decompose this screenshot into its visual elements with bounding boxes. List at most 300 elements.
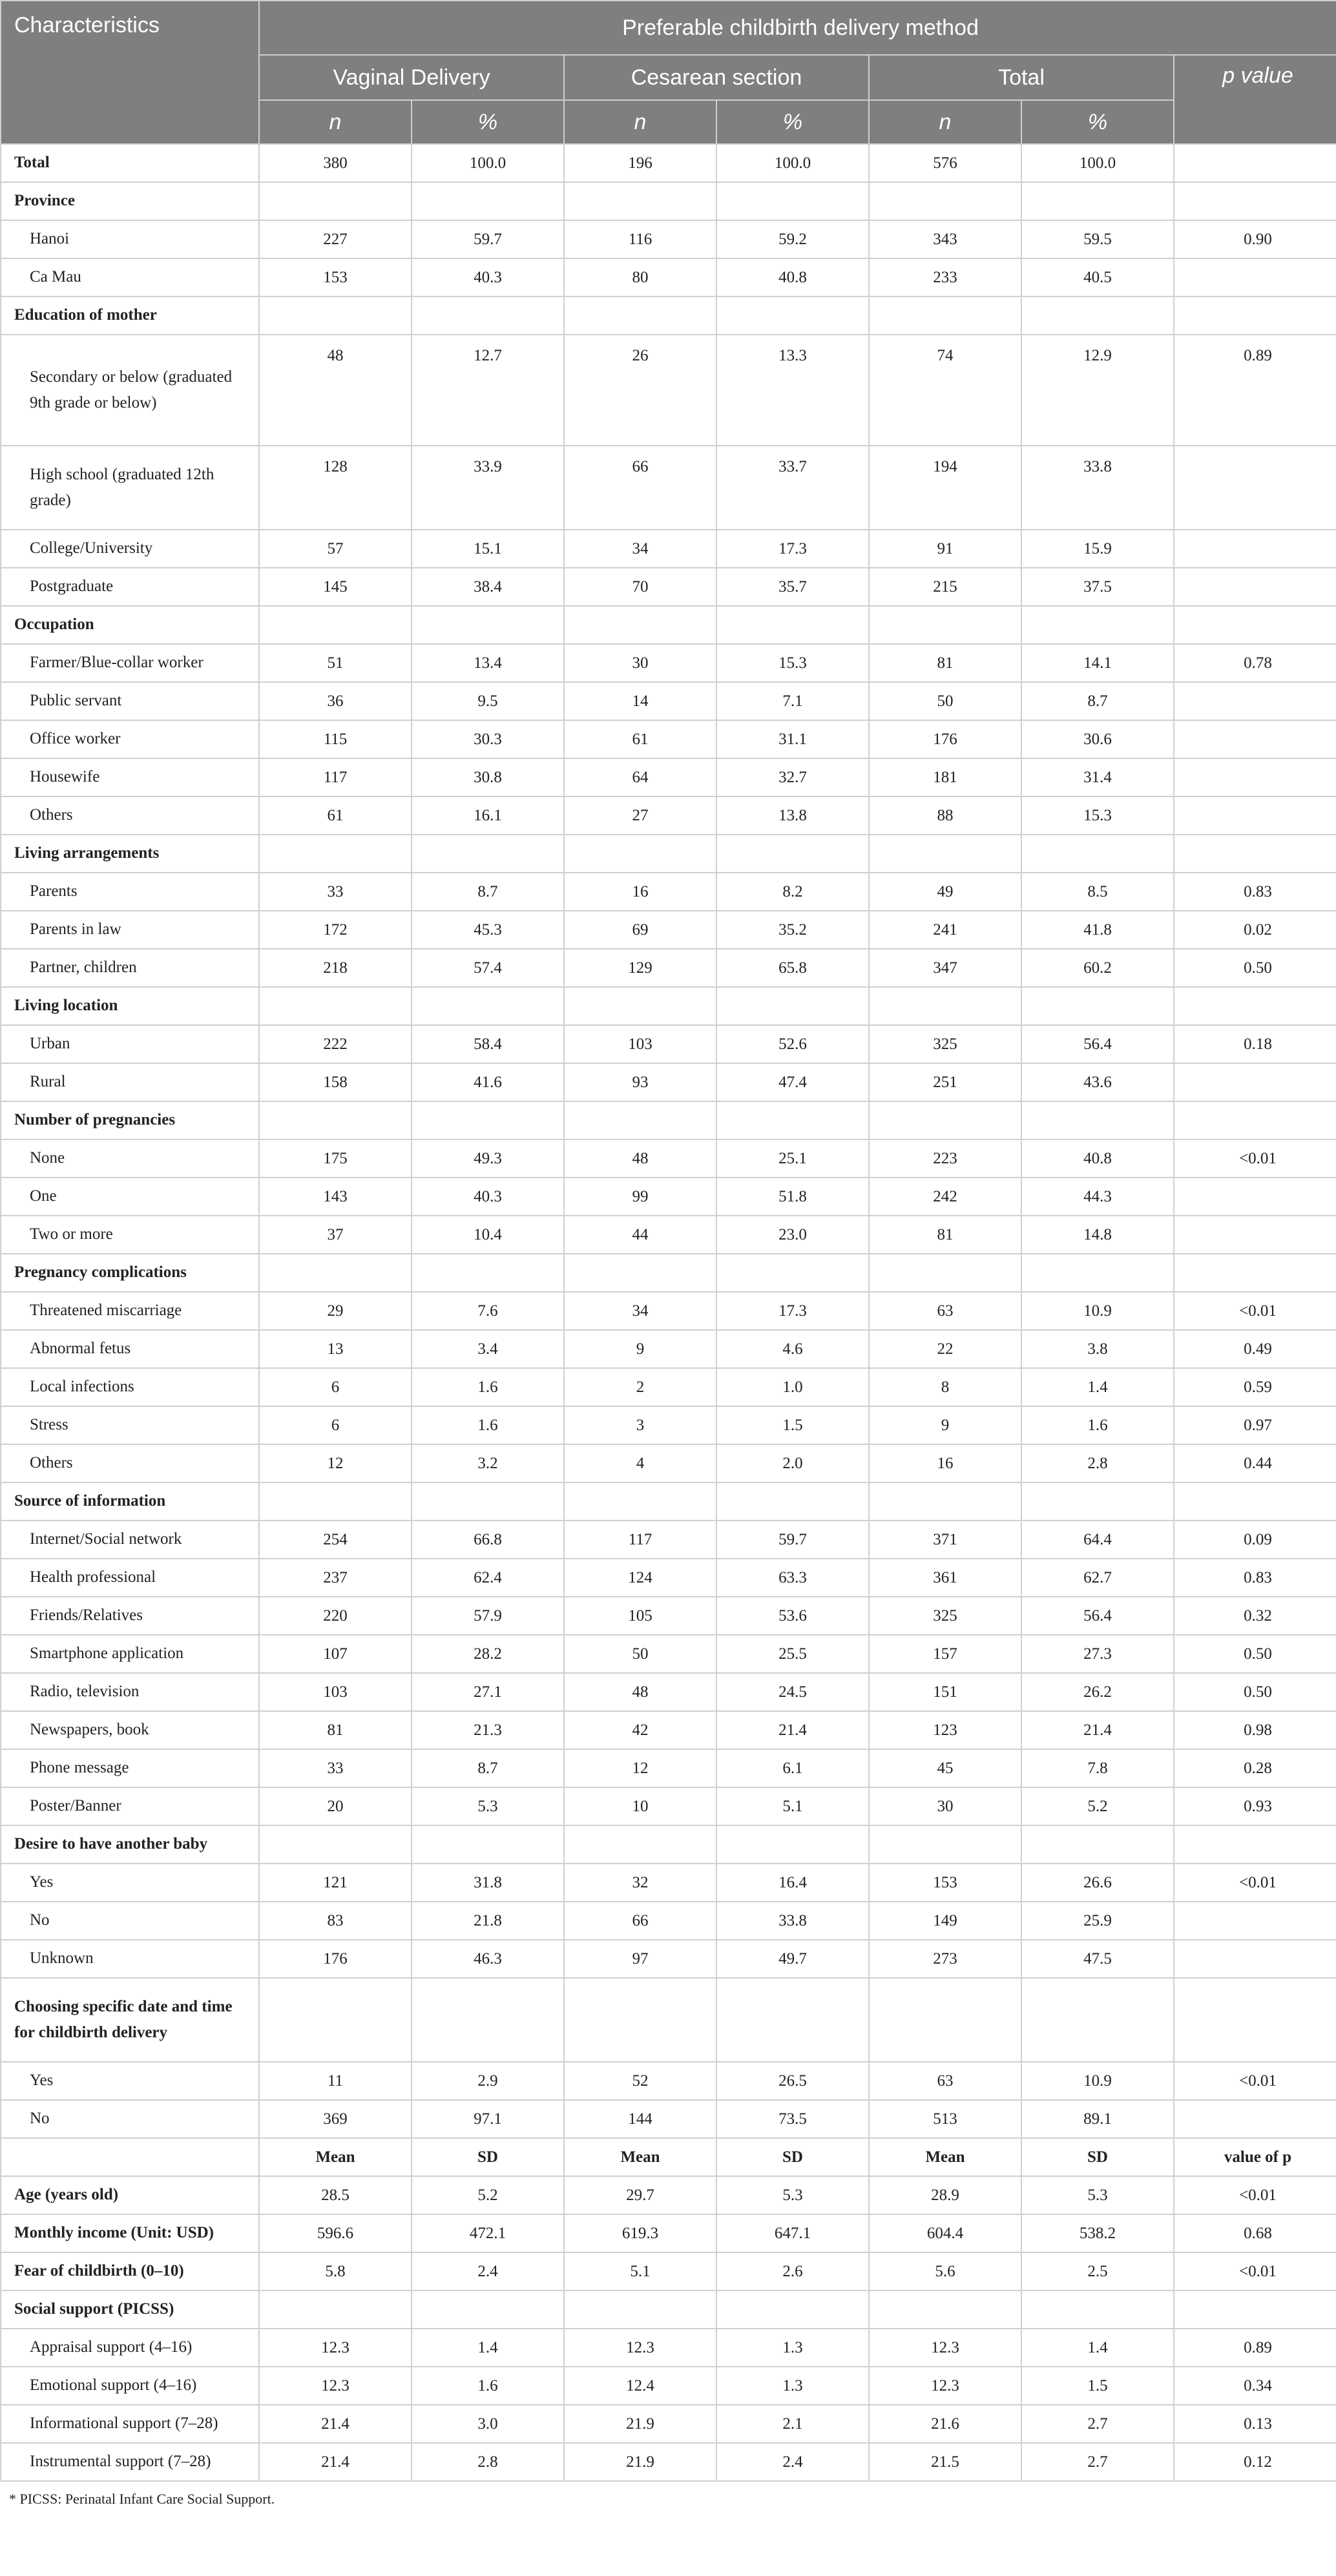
- value-cell: [412, 606, 564, 644]
- value-cell: 30.8: [412, 758, 564, 796]
- p-value-cell: [1174, 568, 1336, 606]
- value-cell: 2.6: [716, 2252, 869, 2290]
- value-cell: 2.8: [412, 2443, 564, 2481]
- p-value-cell: [1174, 835, 1336, 873]
- value-cell: [259, 987, 412, 1025]
- value-cell: 116: [564, 220, 716, 258]
- section-row: [1, 1482, 1336, 1521]
- value-cell: 48: [564, 1673, 716, 1711]
- value-cell: 51: [259, 644, 412, 682]
- row-label: Ca Mau: [1, 258, 259, 296]
- value-cell: 41.6: [412, 1063, 564, 1101]
- value-cell: 15.9: [1021, 530, 1174, 568]
- value-cell: 52.6: [716, 1025, 869, 1063]
- row-label: Living arrangements: [1, 835, 259, 873]
- row-label: Yes: [1, 2062, 259, 2100]
- value-cell: 2: [564, 1368, 716, 1406]
- row-label: Urban: [1, 1025, 259, 1063]
- value-cell: 369: [259, 2100, 412, 2138]
- value-cell: 8: [869, 1368, 1021, 1406]
- value-cell: [1021, 2290, 1174, 2329]
- value-cell: 21.9: [564, 2405, 716, 2443]
- row-label: Province: [1, 182, 259, 220]
- p-value-cell: [1174, 1482, 1336, 1521]
- value-cell: 12.4: [564, 2367, 716, 2405]
- total-header: Total: [869, 55, 1174, 100]
- table-row: [1, 1749, 1336, 1787]
- value-cell: 3: [564, 1406, 716, 1444]
- table-row: [1, 1406, 1336, 1444]
- value-cell: 64.4: [1021, 1521, 1174, 1559]
- n-header: n: [869, 100, 1021, 144]
- value-cell: [259, 2290, 412, 2329]
- value-cell: 32: [564, 1864, 716, 1902]
- p-value-cell: 0.28: [1174, 1749, 1336, 1787]
- value-cell: 5.3: [716, 2176, 869, 2214]
- value-cell: [716, 606, 869, 644]
- value-cell: 99: [564, 1178, 716, 1216]
- value-cell: [564, 182, 716, 220]
- row-label: Informational support (7–28): [1, 2405, 259, 2443]
- row-label: Number of pregnancies: [1, 1101, 259, 1139]
- p-value-cell: 0.13: [1174, 2405, 1336, 2443]
- value-cell: 218: [259, 949, 412, 987]
- value-cell: 175: [259, 1139, 412, 1178]
- row-label: High school (graduated 12th grade): [1, 446, 259, 530]
- table-row: [1, 2252, 1336, 2290]
- row-label: Internet/Social network: [1, 1521, 259, 1559]
- value-cell: [564, 2290, 716, 2329]
- value-cell: Mean: [869, 2138, 1021, 2176]
- value-cell: [564, 835, 716, 873]
- value-cell: 41.8: [1021, 911, 1174, 949]
- p-value-cell: <0.01: [1174, 2176, 1336, 2214]
- value-cell: 63.3: [716, 1559, 869, 1597]
- value-cell: 1.3: [716, 2367, 869, 2405]
- value-cell: 2.4: [716, 2443, 869, 2481]
- value-cell: 8.2: [716, 873, 869, 911]
- value-cell: 21.6: [869, 2405, 1021, 2443]
- value-cell: 254: [259, 1521, 412, 1559]
- value-cell: [564, 1482, 716, 1521]
- value-cell: 215: [869, 568, 1021, 606]
- value-cell: 9: [564, 1330, 716, 1368]
- row-label: Age (years old): [1, 2176, 259, 2214]
- value-cell: 1.5: [1021, 2367, 1174, 2405]
- value-cell: 172: [259, 911, 412, 949]
- p-value-cell: 0.90: [1174, 220, 1336, 258]
- row-label: Farmer/Blue-collar worker: [1, 644, 259, 682]
- value-cell: 21.9: [564, 2443, 716, 2481]
- value-cell: 48: [259, 335, 412, 446]
- row-label: Stress: [1, 1406, 259, 1444]
- value-cell: 21.5: [869, 2443, 1021, 2481]
- value-cell: 43.6: [1021, 1063, 1174, 1101]
- table-row: [1, 1063, 1336, 1101]
- value-cell: [869, 987, 1021, 1025]
- value-cell: 3.2: [412, 1444, 564, 1482]
- value-cell: 227: [259, 220, 412, 258]
- value-cell: 64: [564, 758, 716, 796]
- row-label: No: [1, 2100, 259, 2138]
- value-cell: Mean: [259, 2138, 412, 2176]
- value-cell: 1.6: [412, 1406, 564, 1444]
- row-label: Social support (PICSS): [1, 2290, 259, 2329]
- section-row: [1, 606, 1336, 644]
- row-label: Source of information: [1, 1482, 259, 1521]
- p-value-cell: [1174, 1178, 1336, 1216]
- value-cell: 29.7: [564, 2176, 716, 2214]
- value-cell: 14: [564, 682, 716, 720]
- value-cell: 31.1: [716, 720, 869, 758]
- row-label: Public servant: [1, 682, 259, 720]
- table-row: [1, 1635, 1336, 1673]
- p-value-cell: 0.83: [1174, 873, 1336, 911]
- value-cell: [716, 182, 869, 220]
- n-header: n: [564, 100, 716, 144]
- value-cell: 13.8: [716, 796, 869, 835]
- value-cell: [1021, 1978, 1174, 2062]
- value-cell: [1021, 606, 1174, 644]
- row-label: Local infections: [1, 1368, 259, 1406]
- row-label: Parents in law: [1, 911, 259, 949]
- value-cell: 51.8: [716, 1178, 869, 1216]
- p-value-cell: 0.02: [1174, 911, 1336, 949]
- value-cell: [412, 182, 564, 220]
- row-label: Poster/Banner: [1, 1787, 259, 1825]
- value-cell: 69: [564, 911, 716, 949]
- value-cell: 1.4: [1021, 2329, 1174, 2367]
- value-cell: 121: [259, 1864, 412, 1902]
- value-cell: 176: [259, 1940, 412, 1978]
- row-label: College/University: [1, 530, 259, 568]
- value-cell: 40.3: [412, 1178, 564, 1216]
- value-cell: 60.2: [1021, 949, 1174, 987]
- value-cell: 40.8: [1021, 1139, 1174, 1178]
- value-cell: 16: [869, 1444, 1021, 1482]
- table-row: [1, 758, 1336, 796]
- value-cell: 40.8: [716, 258, 869, 296]
- value-cell: [412, 2290, 564, 2329]
- footnote: * PICSS: Perinatal Infant Care Social Support.: [9, 2491, 275, 2507]
- cesarean-section-header: Cesarean section: [564, 55, 869, 100]
- value-cell: 33.9: [412, 446, 564, 530]
- value-cell: [259, 296, 412, 335]
- value-cell: [412, 1978, 564, 2062]
- table-row: [1, 1521, 1336, 1559]
- row-label: Monthly income (Unit: USD): [1, 2214, 259, 2252]
- table-row: [1, 1940, 1336, 1978]
- value-cell: [564, 1978, 716, 2062]
- value-cell: 596.6: [259, 2214, 412, 2252]
- value-cell: 59.7: [412, 220, 564, 258]
- p-value-cell: 0.50: [1174, 949, 1336, 987]
- value-cell: 117: [259, 758, 412, 796]
- table-row: [1, 2367, 1336, 2405]
- value-cell: 12: [564, 1749, 716, 1787]
- p-value-cell: 0.12: [1174, 2443, 1336, 2481]
- value-cell: 7.8: [1021, 1749, 1174, 1787]
- value-cell: 1.6: [1021, 1406, 1174, 1444]
- value-cell: 15.3: [1021, 796, 1174, 835]
- value-cell: 14.8: [1021, 1216, 1174, 1254]
- stats-subheader-row: [1, 2138, 1336, 2176]
- p-value-cell: 0.50: [1174, 1673, 1336, 1711]
- value-cell: 538.2: [1021, 2214, 1174, 2252]
- value-cell: 48: [564, 1139, 716, 1178]
- value-cell: 37: [259, 1216, 412, 1254]
- percent-header: %: [1021, 100, 1174, 144]
- row-label: Health professional: [1, 1559, 259, 1597]
- value-cell: 16: [564, 873, 716, 911]
- value-cell: 2.5: [1021, 2252, 1174, 2290]
- value-cell: 129: [564, 949, 716, 987]
- percent-header: %: [412, 100, 564, 144]
- table-row: [1, 796, 1336, 835]
- table-row: [1, 1902, 1336, 1940]
- value-cell: [412, 1254, 564, 1292]
- value-cell: 16.4: [716, 1864, 869, 1902]
- value-cell: [869, 1254, 1021, 1292]
- value-cell: 158: [259, 1063, 412, 1101]
- row-label: Total: [1, 144, 259, 182]
- value-cell: 31.4: [1021, 758, 1174, 796]
- row-label: Abnormal fetus: [1, 1330, 259, 1368]
- table-row: [1, 2176, 1336, 2214]
- table-row: [1, 568, 1336, 606]
- row-label: Desire to have another baby: [1, 1825, 259, 1864]
- row-label: Unknown: [1, 1940, 259, 1978]
- value-cell: [412, 835, 564, 873]
- value-cell: 34: [564, 530, 716, 568]
- n-header: n: [259, 100, 412, 144]
- row-label: Radio, television: [1, 1673, 259, 1711]
- p-value-cell: [1174, 1063, 1336, 1101]
- value-cell: 12.3: [564, 2329, 716, 2367]
- value-cell: 30: [564, 644, 716, 682]
- value-cell: 196: [564, 144, 716, 182]
- p-value-header-text: p value: [1222, 63, 1293, 88]
- table-row: [1, 1444, 1336, 1482]
- value-cell: 128: [259, 446, 412, 530]
- value-cell: 151: [869, 1673, 1021, 1711]
- value-cell: 66.8: [412, 1521, 564, 1559]
- table-row: [1, 446, 1336, 530]
- p-value-cell: [1174, 987, 1336, 1025]
- value-cell: 20: [259, 1787, 412, 1825]
- value-cell: 81: [869, 644, 1021, 682]
- value-cell: 123: [869, 1711, 1021, 1749]
- value-cell: 89.1: [1021, 2100, 1174, 2138]
- table-row: [1, 1292, 1336, 1330]
- table-row: [1, 1330, 1336, 1368]
- value-cell: 1.5: [716, 1406, 869, 1444]
- vaginal-delivery-header: Vaginal Delivery: [259, 55, 564, 100]
- section-row: [1, 2290, 1336, 2329]
- p-value-cell: [1174, 682, 1336, 720]
- p-value-cell: [1174, 1825, 1336, 1864]
- table-row: [1, 1673, 1336, 1711]
- p-value-cell: 0.32: [1174, 1597, 1336, 1635]
- p-value-cell: [1174, 720, 1336, 758]
- value-cell: 16.1: [412, 796, 564, 835]
- value-cell: [716, 1101, 869, 1139]
- value-cell: 8.7: [412, 873, 564, 911]
- value-cell: 34: [564, 1292, 716, 1330]
- value-cell: 1.4: [412, 2329, 564, 2367]
- value-cell: [564, 606, 716, 644]
- row-label: Secondary or below (graduated 9th grade or below): [1, 335, 259, 446]
- value-cell: 149: [869, 1902, 1021, 1940]
- value-cell: 223: [869, 1139, 1021, 1178]
- table-row: [1, 1025, 1336, 1063]
- value-cell: 8.7: [412, 1749, 564, 1787]
- value-cell: 2.1: [716, 2405, 869, 2443]
- p-value-cell: [1174, 1978, 1336, 2062]
- value-cell: 21.3: [412, 1711, 564, 1749]
- value-cell: 65.8: [716, 949, 869, 987]
- value-cell: 57: [259, 530, 412, 568]
- group-title-header: Preferable childbirth delivery method: [259, 1, 1336, 55]
- value-cell: 380: [259, 144, 412, 182]
- value-cell: [564, 296, 716, 335]
- value-cell: [1021, 1825, 1174, 1864]
- p-value-cell: [1174, 1940, 1336, 1978]
- value-cell: 107: [259, 1635, 412, 1673]
- value-cell: [869, 835, 1021, 873]
- value-cell: 47.4: [716, 1063, 869, 1101]
- value-cell: [412, 296, 564, 335]
- row-label: Partner, children: [1, 949, 259, 987]
- value-cell: 61: [564, 720, 716, 758]
- table-row: [1, 949, 1336, 987]
- value-cell: 70: [564, 568, 716, 606]
- value-cell: 21.4: [259, 2405, 412, 2443]
- value-cell: [716, 1482, 869, 1521]
- value-cell: 176: [869, 720, 1021, 758]
- value-cell: 103: [564, 1025, 716, 1063]
- value-cell: 241: [869, 911, 1021, 949]
- table-header: [1, 1, 1336, 144]
- p-value-cell: 0.89: [1174, 2329, 1336, 2367]
- value-cell: 12.7: [412, 335, 564, 446]
- value-cell: 27.1: [412, 1673, 564, 1711]
- value-cell: [564, 1254, 716, 1292]
- section-row: [1, 1101, 1336, 1139]
- value-cell: 30.6: [1021, 720, 1174, 758]
- value-cell: 242: [869, 1178, 1021, 1216]
- p-value-cell: 0.97: [1174, 1406, 1336, 1444]
- value-cell: 1.4: [1021, 1368, 1174, 1406]
- value-cell: 100.0: [1021, 144, 1174, 182]
- value-cell: [412, 987, 564, 1025]
- value-cell: 25.9: [1021, 1902, 1174, 1940]
- row-label: Education of mother: [1, 296, 259, 335]
- value-cell: 194: [869, 446, 1021, 530]
- value-cell: 115: [259, 720, 412, 758]
- value-cell: 49.3: [412, 1139, 564, 1178]
- value-cell: 143: [259, 1178, 412, 1216]
- p-value-cell: [1174, 446, 1336, 530]
- table-row: [1, 2405, 1336, 2443]
- p-value-cell: 0.93: [1174, 1787, 1336, 1825]
- value-cell: 2.7: [1021, 2443, 1174, 2481]
- value-cell: 33.8: [1021, 446, 1174, 530]
- value-cell: [259, 1254, 412, 1292]
- value-cell: [259, 1978, 412, 2062]
- row-label: Rural: [1, 1063, 259, 1101]
- row-label: Housewife: [1, 758, 259, 796]
- value-cell: 97: [564, 1940, 716, 1978]
- value-cell: 347: [869, 949, 1021, 987]
- value-cell: 7.1: [716, 682, 869, 720]
- value-cell: 50: [869, 682, 1021, 720]
- value-cell: 513: [869, 2100, 1021, 2138]
- value-cell: 33.7: [716, 446, 869, 530]
- value-cell: 220: [259, 1597, 412, 1635]
- value-cell: 28.2: [412, 1635, 564, 1673]
- value-cell: [716, 1978, 869, 2062]
- value-cell: 74: [869, 335, 1021, 446]
- value-cell: 576: [869, 144, 1021, 182]
- p-value-cell: 0.98: [1174, 1711, 1336, 1749]
- value-cell: [259, 835, 412, 873]
- table-row: [1, 1711, 1336, 1749]
- value-cell: 1.6: [412, 1368, 564, 1406]
- value-cell: 21.4: [259, 2443, 412, 2481]
- value-cell: 47.5: [1021, 1940, 1174, 1978]
- value-cell: 9: [869, 1406, 1021, 1444]
- row-label: Newspapers, book: [1, 1711, 259, 1749]
- value-cell: 181: [869, 758, 1021, 796]
- table-row: [1, 1864, 1336, 1902]
- p-value-cell: 0.78: [1174, 644, 1336, 682]
- value-cell: 3.4: [412, 1330, 564, 1368]
- value-cell: 5.3: [1021, 2176, 1174, 2214]
- row-label: Two or more: [1, 1216, 259, 1254]
- value-cell: 144: [564, 2100, 716, 2138]
- value-cell: 3.0: [412, 2405, 564, 2443]
- value-cell: 2.8: [1021, 1444, 1174, 1482]
- value-cell: 2.7: [1021, 2405, 1174, 2443]
- value-cell: 46.3: [412, 1940, 564, 1978]
- value-cell: 30: [869, 1787, 1021, 1825]
- table-row: [1, 1178, 1336, 1216]
- value-cell: 33: [259, 873, 412, 911]
- value-cell: 53.6: [716, 1597, 869, 1635]
- value-cell: 3.8: [1021, 1330, 1174, 1368]
- row-label: Postgraduate: [1, 568, 259, 606]
- value-cell: 12.3: [869, 2329, 1021, 2367]
- p-value-cell: [1174, 2100, 1336, 2138]
- value-cell: 2.4: [412, 2252, 564, 2290]
- value-cell: 100.0: [412, 144, 564, 182]
- value-cell: [1021, 1482, 1174, 1521]
- value-cell: SD: [716, 2138, 869, 2176]
- value-cell: 604.4: [869, 2214, 1021, 2252]
- value-cell: 62.7: [1021, 1559, 1174, 1597]
- section-row: [1, 1254, 1336, 1292]
- value-cell: 4.6: [716, 1330, 869, 1368]
- value-cell: [869, 1101, 1021, 1139]
- value-cell: [716, 987, 869, 1025]
- value-cell: 6.1: [716, 1749, 869, 1787]
- value-cell: 33.8: [716, 1902, 869, 1940]
- section-row: [1, 835, 1336, 873]
- value-cell: 14.1: [1021, 644, 1174, 682]
- value-cell: [869, 1825, 1021, 1864]
- value-cell: 61: [259, 796, 412, 835]
